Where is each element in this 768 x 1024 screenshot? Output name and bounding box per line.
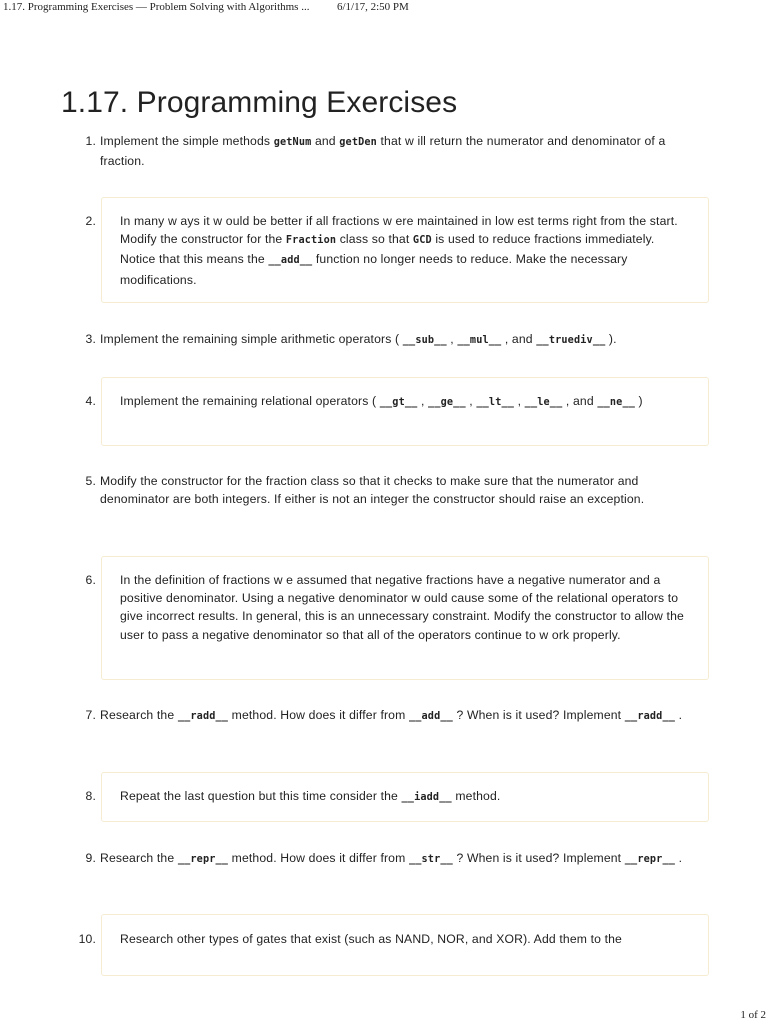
exercise-number: 10. — [78, 932, 96, 946]
exercise-text — [120, 930, 692, 948]
exercise-text-run: , — [417, 394, 429, 408]
inline-code: __gt__ — [379, 397, 418, 408]
exercise-number: 6. — [85, 573, 96, 587]
exercise-text-run: , — [514, 394, 525, 408]
exercise-text-run: method. How does it differ from — [228, 708, 409, 722]
inline-code: __iadd__ — [401, 792, 452, 803]
inline-code: __repr__ — [624, 854, 676, 865]
inline-code: __radd__ — [177, 711, 229, 722]
inline-code: GCD — [412, 235, 432, 247]
exercise-number: 3. — [85, 332, 96, 346]
exercise-text — [100, 472, 706, 508]
exercise-text-run: is used to reduce fractions immediately. Notice that this means the — [120, 232, 655, 267]
exercise-text-run: and — [311, 134, 340, 148]
exercise-text-run: class so that — [336, 232, 413, 247]
print-header-datetime: 6/1/17, 2:50 PM — [337, 1, 409, 13]
print-header — [3, 1, 523, 15]
inline-code: __lt__ — [476, 397, 515, 408]
exercise-text-run: ) — [635, 394, 643, 408]
exercise-text-run: , — [465, 394, 477, 408]
exercise-text-run: Research the — [100, 851, 178, 865]
exercise-text-run: function no longer needs to reduce. Make the necessary modifications. — [120, 252, 628, 287]
exercise-text-run: In many w ays it w ould be better if all fractions w ere maintained in low est terms right from the start. Modify the constructor for the — [120, 214, 678, 247]
exercise-number: 7. — [85, 708, 96, 722]
exercise-text-run: , and — [562, 394, 598, 408]
exercise-text-run: Implement the simple methods — [100, 134, 274, 148]
exercise-text-run: , — [446, 332, 458, 346]
inline-code: getNum — [273, 137, 312, 148]
page-title: 1.17. Programming Exercises — [61, 86, 458, 119]
exercise-text-run: , and — [501, 332, 537, 346]
print-header-title: 1.17. Programming Exercises — Problem Solving with Algorithms ... — [3, 1, 310, 13]
exercise-text-run: Implement the remaining relational operators ( — [120, 394, 380, 408]
inline-code: __str__ — [408, 854, 453, 865]
inline-code: __le__ — [524, 397, 563, 408]
exercise-number: 9. — [85, 851, 96, 865]
exercise-text-run: method. How does it differ from — [228, 851, 409, 865]
exercise-text-run: Research other types of gates that exist (such as NAND, NOR, and XOR). Add them to the — [120, 932, 622, 946]
exercise-text — [100, 132, 706, 170]
inline-code: getDen — [339, 137, 377, 148]
exercise-text-run: . — [675, 851, 683, 865]
exercise-text-run: ? When is it used? Implement — [452, 851, 625, 865]
exercise-text — [100, 849, 706, 869]
exercise-text — [100, 706, 706, 726]
inline-code: __sub__ — [402, 335, 447, 346]
inline-code: __radd__ — [624, 711, 676, 722]
exercise-text-run: Modify the constructor for the fraction class so that it checks to make sure that the numerator and denominator are both integers. If either is not an integer the constructor should raise an exception. — [100, 474, 645, 507]
inline-code: __add__ — [408, 711, 453, 722]
inline-code: __mul__ — [457, 335, 502, 346]
exercise-text-run: Implement the remaining simple arithmetic operators ( — [100, 332, 403, 346]
exercise-text-run: Research the — [100, 708, 178, 722]
exercise-text-run: . — [675, 708, 683, 722]
inline-code: __truediv__ — [536, 335, 606, 346]
exercise-number: 2. — [85, 214, 96, 228]
exercise-text-run: Repeat the last question but this time consider the — [120, 789, 402, 803]
exercise-text-run: In the definition of fractions w e assumed that negative fractions have a negative numerator and a positive denominator. Using a negative denominator w ould cause some of the relational operators to give incorrect results. In general, this is an unnecessary constraint. Modify the constructor to allow the user to pass a negative denominator so that all of the operators continue to w ork properly. — [120, 573, 684, 642]
inline-code: __ne__ — [597, 397, 636, 408]
exercise-text — [120, 571, 692, 644]
exercise-text-run: that w ill return the numerator and denominator of a fraction. — [100, 134, 666, 169]
exercise-text-run: method. — [451, 789, 501, 803]
inline-code: __repr__ — [177, 854, 229, 865]
exercise-text-run: ? When is it used? Implement — [452, 708, 625, 722]
exercise-number: 8. — [85, 789, 96, 803]
page-indicator: 1 of 2 — [740, 1009, 766, 1021]
exercise-number: 5. — [85, 474, 96, 488]
inline-code: __add__ — [268, 255, 313, 267]
exercise-text — [120, 392, 692, 412]
exercise-text — [120, 212, 692, 289]
exercise-number: 1. — [85, 134, 96, 148]
exercise-number: 4. — [85, 394, 96, 408]
exercise-text-run: ). — [605, 332, 617, 346]
inline-code: Fraction — [285, 235, 337, 247]
exercise-text — [120, 787, 692, 807]
exercise-text — [100, 330, 706, 350]
inline-code: __ge__ — [428, 397, 466, 408]
